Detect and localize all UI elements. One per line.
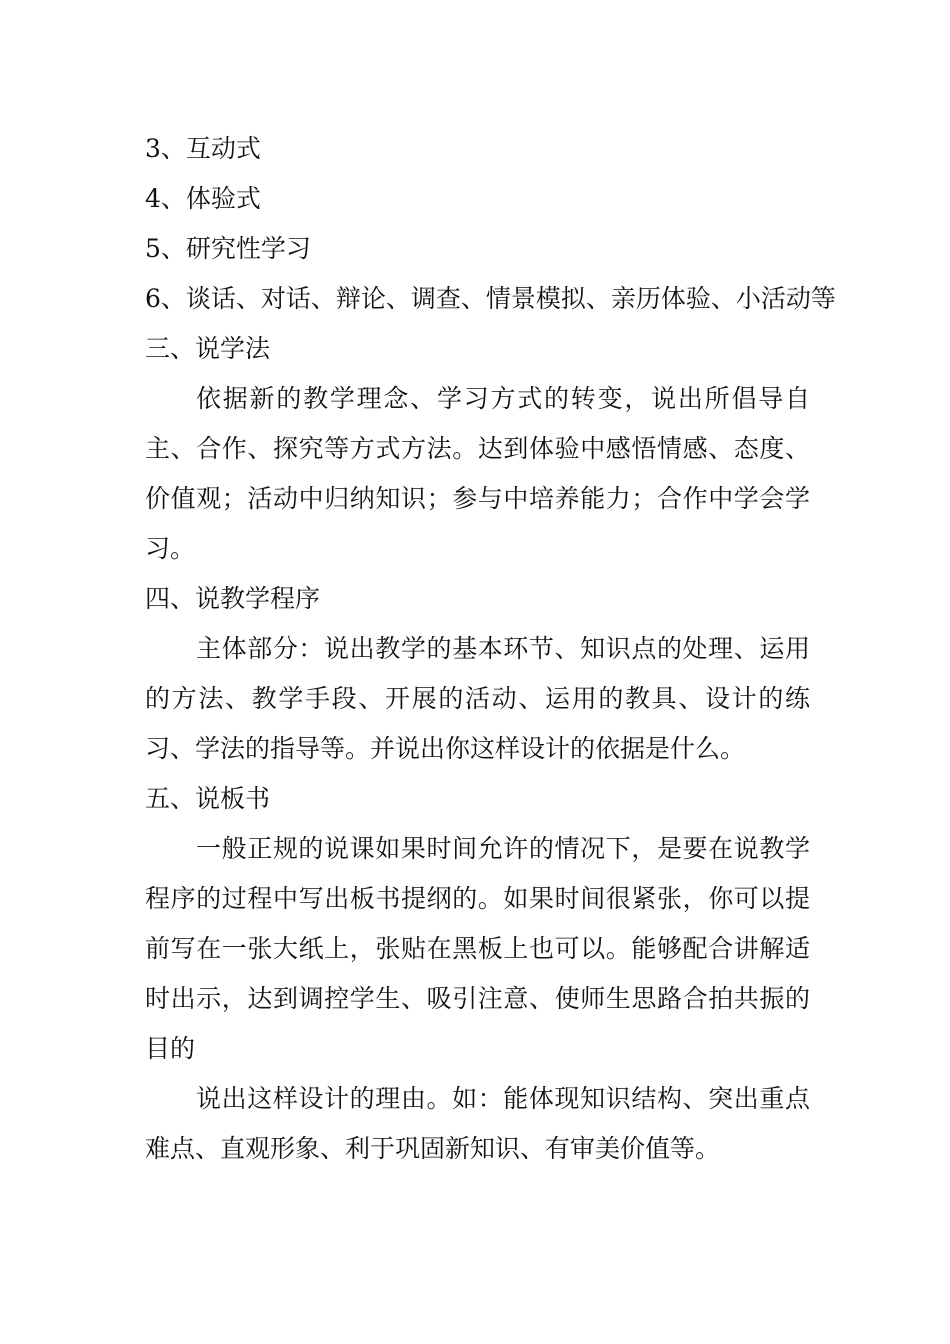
document-page [145, 124, 836, 1174]
paragraph-learning-methods: 依据新的教学理念、学习方式的转变，说出所倡导自主、合作、探究等方式方法。达到体验中感悟情感、态度、价值观；活动中归纳知识；参与中培养能力；合作中学会学习。 [145, 384, 810, 563]
paragraph-blackboard-reasons: 说出这样设计的理由。如：能体现知识结构、突出重点难点、直观形象、利于巩固新知识、有审美价值等。 [145, 1084, 810, 1163]
paragraph-blackboard-outline: 一般正规的说课如果时间允许的情况下，是要在说教学程序的过程中写出板书提纲的。如果时间很紧张，你可以提前写在一张大纸上，张贴在黑板上也可以。能够配合讲解适时出示，达到调控学生、吸引注意、使师生思路合拍共振的目的 [145, 834, 810, 1063]
list-item-activities: 6、谈话、对话、辩论、调查、情景模拟、亲历体验、小活动等 [145, 284, 836, 313]
section-heading-teaching-procedure: 四、说教学程序 [145, 584, 321, 613]
list-item-experiential: 4、体验式 [145, 184, 261, 213]
paragraph-teaching-procedure: 主体部分：说出教学的基本环节、知识点的处理、运用的方法、教学手段、开展的活动、运用的教具、设计的练习、学法的指导等。并说出你这样设计的依据是什么。 [145, 634, 810, 763]
section-heading-blackboard: 五、说板书 [145, 784, 271, 813]
section-heading-learning-methods: 三、说学法 [145, 334, 271, 363]
list-item-research-learning: 5、研究性学习 [145, 234, 311, 263]
list-item-interactive: 3、互动式 [145, 134, 261, 163]
